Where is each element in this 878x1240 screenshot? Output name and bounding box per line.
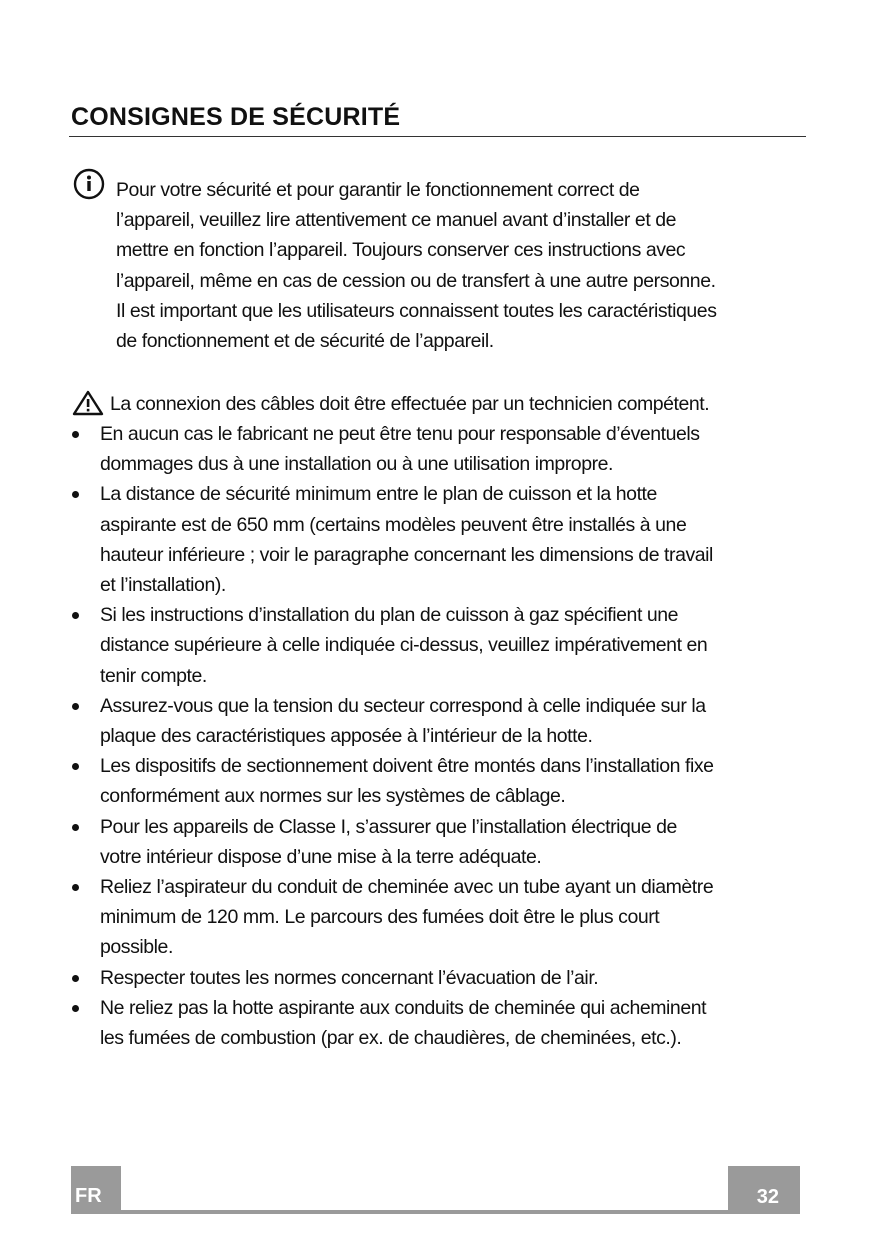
list-item bbox=[72, 963, 792, 993]
page-title: CONSIGNES DE SÉCURITÉ bbox=[71, 103, 401, 131]
intro-line: l’appareil, veuillez lire attentivement ce manuel avant d’installer et de bbox=[116, 209, 677, 232]
bullet-line: les fumées de combustion (par ex. de chaudières, de cheminées, etc.). bbox=[100, 1027, 682, 1050]
list-item bbox=[72, 812, 792, 872]
info-circle-icon bbox=[72, 168, 106, 202]
bullet-line: En aucun cas le fabricant ne peut être tenu pour responsable d’éventuels bbox=[100, 423, 700, 445]
footer-page-tab bbox=[728, 1166, 800, 1214]
bullet-line: tenir compte. bbox=[100, 664, 207, 687]
bullet-line: possible. bbox=[100, 936, 173, 959]
bullet-line: La distance de sécurité minimum entre le plan de cuisson et la hotte bbox=[100, 483, 657, 506]
intro-line: Pour votre sécurité et pour garantir le fonctionnement correct de bbox=[116, 179, 640, 201]
bullet-icon bbox=[72, 1005, 79, 1012]
footer-language-label: FR bbox=[75, 1185, 102, 1207]
bullet-line: Ne reliez pas la hotte aspirante aux conduits de cheminée qui acheminent bbox=[100, 996, 707, 1019]
bullet-icon bbox=[72, 975, 79, 982]
intro-line: Il est important que les utilisateurs connaissent toutes les caractéristiques bbox=[116, 299, 717, 322]
footer-language-tab bbox=[71, 1166, 121, 1214]
bullet-line: Assurez-vous que la tension du secteur correspond à celle indiquée sur la bbox=[100, 694, 706, 717]
bullet-line: Les dispositifs de sectionnement doivent être montés dans l’installation fixe bbox=[100, 755, 714, 778]
bullet-line: aspirante est de 650 mm (certains modèles peuvent être installés à une bbox=[100, 513, 687, 536]
bullet-icon bbox=[72, 703, 79, 710]
intro-paragraph bbox=[116, 175, 796, 356]
bullet-line: dommages dus à une installation ou à une utilisation impropre. bbox=[100, 453, 614, 476]
bullet-line: distance supérieure à celle indiquée ci-dessus, veuillez impérativement en bbox=[100, 634, 708, 657]
bullet-line: Reliez l’aspirateur du conduit de cheminée avec un tube ayant un diamètre bbox=[100, 876, 714, 899]
list-item bbox=[72, 993, 792, 1053]
bullet-icon bbox=[72, 491, 79, 498]
warning-triangle-icon bbox=[72, 389, 104, 417]
list-item bbox=[72, 751, 792, 811]
bullet-line: conformément aux normes sur les systèmes de câblage. bbox=[100, 785, 566, 808]
intro-line: de fonctionnement et de sécurité de l’appareil. bbox=[116, 330, 494, 353]
bullet-icon bbox=[72, 431, 79, 438]
bullet-line: et l’installation). bbox=[100, 574, 226, 597]
bullet-icon bbox=[72, 763, 79, 770]
footer-bar bbox=[121, 1210, 728, 1214]
warning-text: La connexion des câbles doit être effectuée par un technicien compétent. bbox=[110, 393, 710, 415]
list-item bbox=[72, 419, 792, 479]
bullet-line: Si les instructions d’installation du plan de cuisson à gaz spécifient une bbox=[100, 604, 679, 627]
page-number: 32 bbox=[756, 1186, 779, 1208]
bullet-line: votre intérieur dispose d’une mise à la terre adéquate. bbox=[100, 845, 542, 868]
bullet-line: Pour les appareils de Classe I, s’assurer que l’installation électrique de bbox=[100, 815, 677, 838]
safety-bullet-list bbox=[72, 419, 792, 1053]
bullet-icon bbox=[72, 824, 79, 831]
title-underline bbox=[69, 136, 806, 137]
bullet-icon bbox=[72, 884, 79, 891]
intro-line: l’appareil, même en cas de cession ou de transfert à une autre personne. bbox=[116, 269, 716, 292]
bullet-line: plaque des caractéristiques apposée à l’intérieur de la hotte. bbox=[100, 725, 593, 748]
list-item bbox=[72, 691, 792, 751]
list-item bbox=[72, 600, 792, 691]
list-item bbox=[72, 872, 792, 963]
bullet-icon bbox=[72, 612, 79, 619]
bullet-line: minimum de 120 mm. Le parcours des fumées doit être le plus court bbox=[100, 906, 660, 929]
intro-line: mettre en fonction l’appareil. Toujours conserver ces instructions avec bbox=[116, 239, 686, 262]
bullet-line: hauteur inférieure ; voir le paragraphe concernant les dimensions de travail bbox=[100, 543, 713, 566]
list-item bbox=[72, 479, 792, 600]
bullet-line: Respecter toutes les normes concernant l’évacuation de l’air. bbox=[100, 966, 599, 989]
